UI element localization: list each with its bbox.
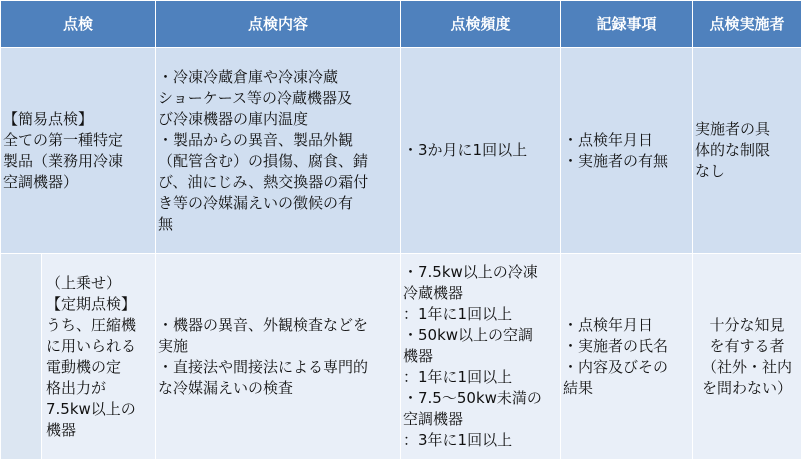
cell-line: 格出力が <box>46 378 107 397</box>
cell-line: ・50kw以上の空調 <box>403 326 534 344</box>
cell-content <box>156 254 401 460</box>
cell-line: （配管含む）の損傷、腐食、錆 <box>158 151 369 170</box>
cell-line: ・3か月に1回以上 <box>403 141 528 159</box>
cell-inspector <box>693 254 801 460</box>
cell-line: ・7.5～50kw未満の <box>403 389 542 407</box>
cell-line: な冷媒漏えいの検査 <box>158 378 294 397</box>
cell-line: 【簡易点検】 <box>3 109 94 128</box>
cell-line: び冷凍機器の庫内温度 <box>158 109 309 128</box>
cell-line: 7.5kw以上の <box>46 399 136 418</box>
cell-line: 【定期点検】 <box>46 294 137 313</box>
cell-line: 十分な知見 <box>709 315 785 334</box>
cell-frequency <box>401 48 561 254</box>
cell-line: 空調機器） <box>3 172 79 191</box>
cell-line: き等の冷媒漏えいの徴候の有 <box>158 193 354 212</box>
cell-inspector <box>693 48 801 254</box>
cell-content <box>156 48 401 254</box>
cell-line: を問わない） <box>701 378 792 397</box>
cell-line: （上乗せ） <box>46 273 122 292</box>
indent-bar <box>1 254 42 459</box>
header-inspector: 点検実施者 <box>693 1 801 48</box>
header-row <box>1 1 801 48</box>
cell-line: 実施者の具 <box>695 120 771 138</box>
cell-line: 実施 <box>158 336 189 355</box>
cell-check <box>1 48 156 254</box>
table-row-periodic-inspection <box>1 254 801 460</box>
cell-line: に用いられる <box>46 336 137 355</box>
cell-line: ・機器の異音、外観検査などを <box>158 315 369 334</box>
cell-line: び、油にじみ、熱交換器の霜付 <box>158 172 369 191</box>
cell-line: 機器 <box>46 420 77 439</box>
cell-line: 結果 <box>563 378 594 397</box>
table-row-simple-inspection <box>1 48 801 254</box>
cell-line: 体的な制限 <box>695 141 771 159</box>
cell-line: なし <box>695 162 726 180</box>
cell-line: ：3年に1回以上 <box>403 431 513 449</box>
header-content: 点検内容 <box>156 1 401 48</box>
header-records: 記録事項 <box>561 1 693 48</box>
cell-line: ・点検年月日 <box>563 130 654 149</box>
cell-line: （社外・社内 <box>701 357 792 376</box>
cell-line: ：1年に1回以上 <box>403 305 513 323</box>
cell-frequency <box>401 254 561 460</box>
header-check: 点検 <box>1 1 156 48</box>
cell-line: 冷蔵機器 <box>403 284 464 302</box>
cell-line: ・点検年月日 <box>563 315 654 334</box>
cell-line: ・製品からの異音、製品外観 <box>158 130 354 149</box>
cell-line: ・実施者の有無 <box>563 151 669 170</box>
cell-line: 機器 <box>403 347 434 365</box>
cell-line: ・実施者の氏名 <box>563 336 669 355</box>
cell-records <box>561 254 693 460</box>
cell-line: 製品（業務用冷凍 <box>3 151 124 170</box>
cell-line: 無 <box>158 214 174 233</box>
cell-line: ：1年に1回以上 <box>403 368 513 386</box>
cell-line: うち、圧縮機 <box>46 315 137 334</box>
cell-line: ・7.5kw以上の冷凍 <box>403 263 538 281</box>
cell-line: 全ての第一種特定 <box>3 130 124 149</box>
cell-line: 空調機器 <box>403 410 464 428</box>
header-frequency: 点検頻度 <box>401 1 561 48</box>
cell-line: を有する者 <box>709 336 785 355</box>
cell-line: ・冷凍冷蔵倉庫や冷凍冷蔵 <box>158 67 339 86</box>
cell-records <box>561 48 693 254</box>
cell-line: 電動機の定 <box>46 357 122 376</box>
cell-check <box>1 254 156 460</box>
cell-line: ・内容及びその <box>563 357 669 376</box>
cell-line: ショーケース等の冷蔵機器及 <box>158 88 352 107</box>
cell-line: ・直接法や間接法による専門的 <box>158 357 369 376</box>
